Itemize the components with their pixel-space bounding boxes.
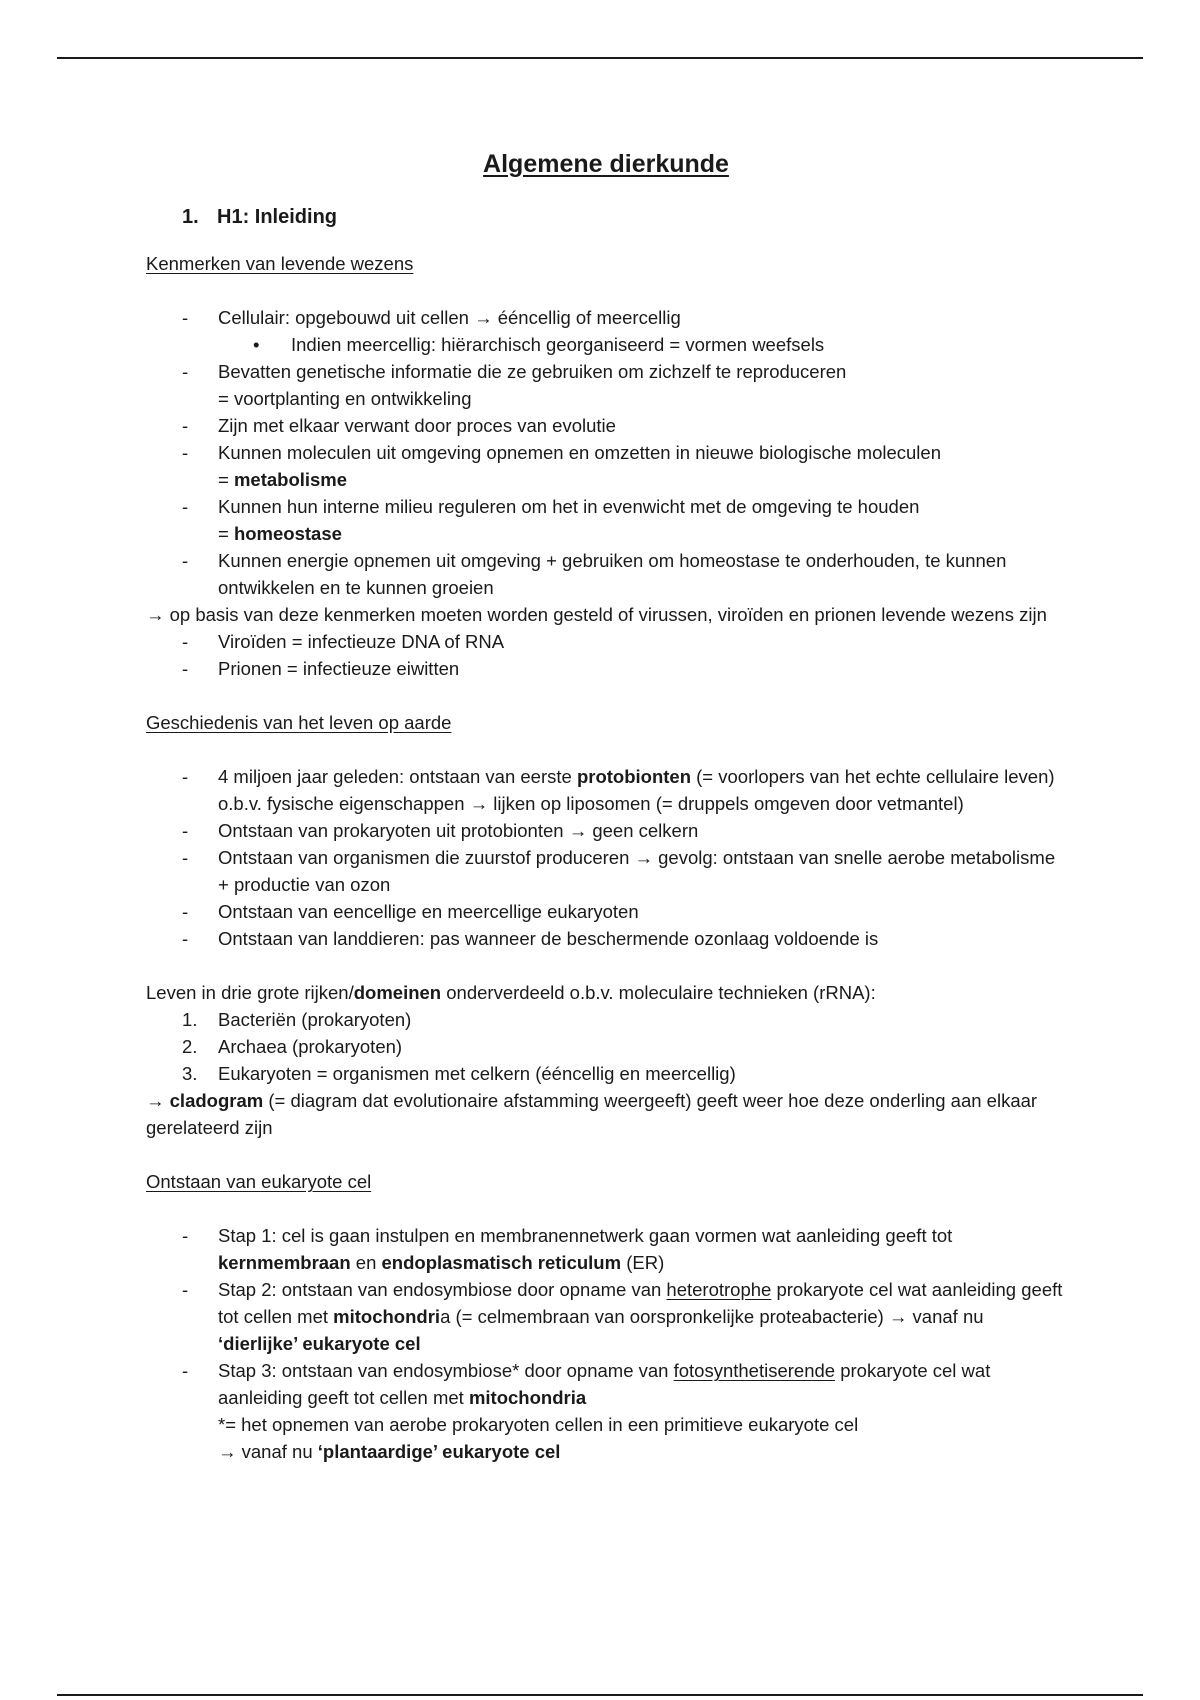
list-item: - Ontstaan van landdieren: pas wanneer de beschermende ozonlaag voldoende is <box>182 928 879 949</box>
section-title-geschiedenis: Geschiedenis van het leven op aarde <box>146 712 452 733</box>
virus-list <box>146 628 1066 682</box>
list-item: - Prionen = infectieuze eiwitten <box>182 658 460 679</box>
list-item: - Cellulair: opgebouwd uit cellen → ééncellig of meercellig • Indien meercellig: hiërarchisch georganiseerd = vormen weefsels <box>146 304 1066 358</box>
footnote: *= het opnemen van aerobe prokaryoten cellen in een primitieve eukaryote cel <box>218 1414 859 1435</box>
document-body <box>146 144 1066 1465</box>
list-item: - Kunnen moleculen uit omgeving opnemen en omzetten in nieuwe biologische moleculen = metabolisme <box>182 442 941 490</box>
list-item: - Kunnen hun interne milieu reguleren om het in evenwicht met de omgeving te houden = homeostase <box>182 496 920 544</box>
domains-intro: Leven in drie grote rijken/domeinen onderverdeeld o.b.v. moleculaire technieken (rRNA): <box>146 982 876 1003</box>
geschiedenis-list <box>146 763 1066 952</box>
list-item: - Bevatten genetische informatie die ze gebruiken om zichzelf te reproduceren = voortplanting en ontwikkeling <box>182 361 847 409</box>
list-item: 2. Archaea (prokaryoten) <box>182 1036 403 1057</box>
list-item: - 4 miljoen jaar geleden: ontstaan van eerste protobionten (= voorlopers van het echte cellulaire leven) o.b.v. fysische eigenschappen → lijken op liposomen (= druppels omgeven door vetmantel) <box>182 766 1055 814</box>
eukaryote-list <box>146 1222 1066 1465</box>
chapter-heading <box>182 204 1066 230</box>
footer-rule <box>57 1694 1143 1696</box>
virus-note: → op basis van deze kenmerken moeten worden gesteld of virussen, viroïden en prionen levende wezens zijn <box>146 604 1047 625</box>
domains-list <box>146 1006 1066 1087</box>
sub-list-item: • Indien meercellig: hiërarchisch georganiseerd = vormen weefsels <box>253 334 825 355</box>
sub-list <box>146 331 1066 358</box>
list-item: - Kunnen energie opnemen uit omgeving + gebruiken om homeostase te onderhouden, te kunnen ontwikkelen en te kunnen groeien <box>182 550 1007 598</box>
section-title-eukaryote: Ontstaan van eukaryote cel <box>146 1171 372 1192</box>
chapter-number: 1. <box>182 206 199 228</box>
list-item: - Viroïden = infectieuze DNA of RNA <box>182 631 505 652</box>
list-item: 3. Eukaryoten = organismen met celkern (ééncellig en meercellig) <box>182 1063 736 1084</box>
section-title-kenmerken: Kenmerken van levende wezens <box>146 253 414 274</box>
list-item: - Stap 2: ontstaan van endosymbiose door opname van heterotrophe prokaryote cel wat aanleiding geeft tot cellen met mitochondria (= celmembraan van oorspronkelijke proteabacterie) → vanaf nu ‘dierlijke’ eukaryote cel <box>182 1279 1063 1354</box>
list-item: 1. Bacteriën (prokaryoten) <box>182 1009 412 1030</box>
list-item: - Ontstaan van prokaryoten uit protobionten → geen celkern <box>182 820 699 841</box>
document-title: Algemene dierkunde <box>483 150 729 178</box>
list-item: - Ontstaan van eencellige en meercellige eukaryoten <box>182 901 639 922</box>
list-item: - Zijn met elkaar verwant door proces van evolutie <box>182 415 616 436</box>
list-item: - Stap 3: ontstaan van endosymbiose* door opname van fotosynthetiserende prokaryote cel wat aanleiding geeft tot cellen met mitochondria *= het opnemen van aerobe prokaryoten cellen in een primitieve eukaryote cel → vanaf nu ‘plantaardige’ eukaryote cel <box>182 1360 991 1462</box>
header-rule <box>57 57 1143 59</box>
kenmerken-list <box>146 304 1066 601</box>
list-item: - Stap 1: cel is gaan instulpen en membranennetwerk gaan vormen wat aanleiding geeft tot kernmembraan en endoplasmatisch reticulum (ER) <box>182 1225 953 1273</box>
list-item: - Ontstaan van organismen die zuurstof produceren → gevolg: ontstaan van snelle aerobe metabolisme + productie van ozon <box>182 847 1056 895</box>
cladogram-note: → cladogram (= diagram dat evolutionaire afstamming weergeeft) geeft weer hoe deze onderling aan elkaar gerelateerd zijn <box>146 1090 1038 1138</box>
chapter-label: H1: Inleiding <box>217 206 337 228</box>
